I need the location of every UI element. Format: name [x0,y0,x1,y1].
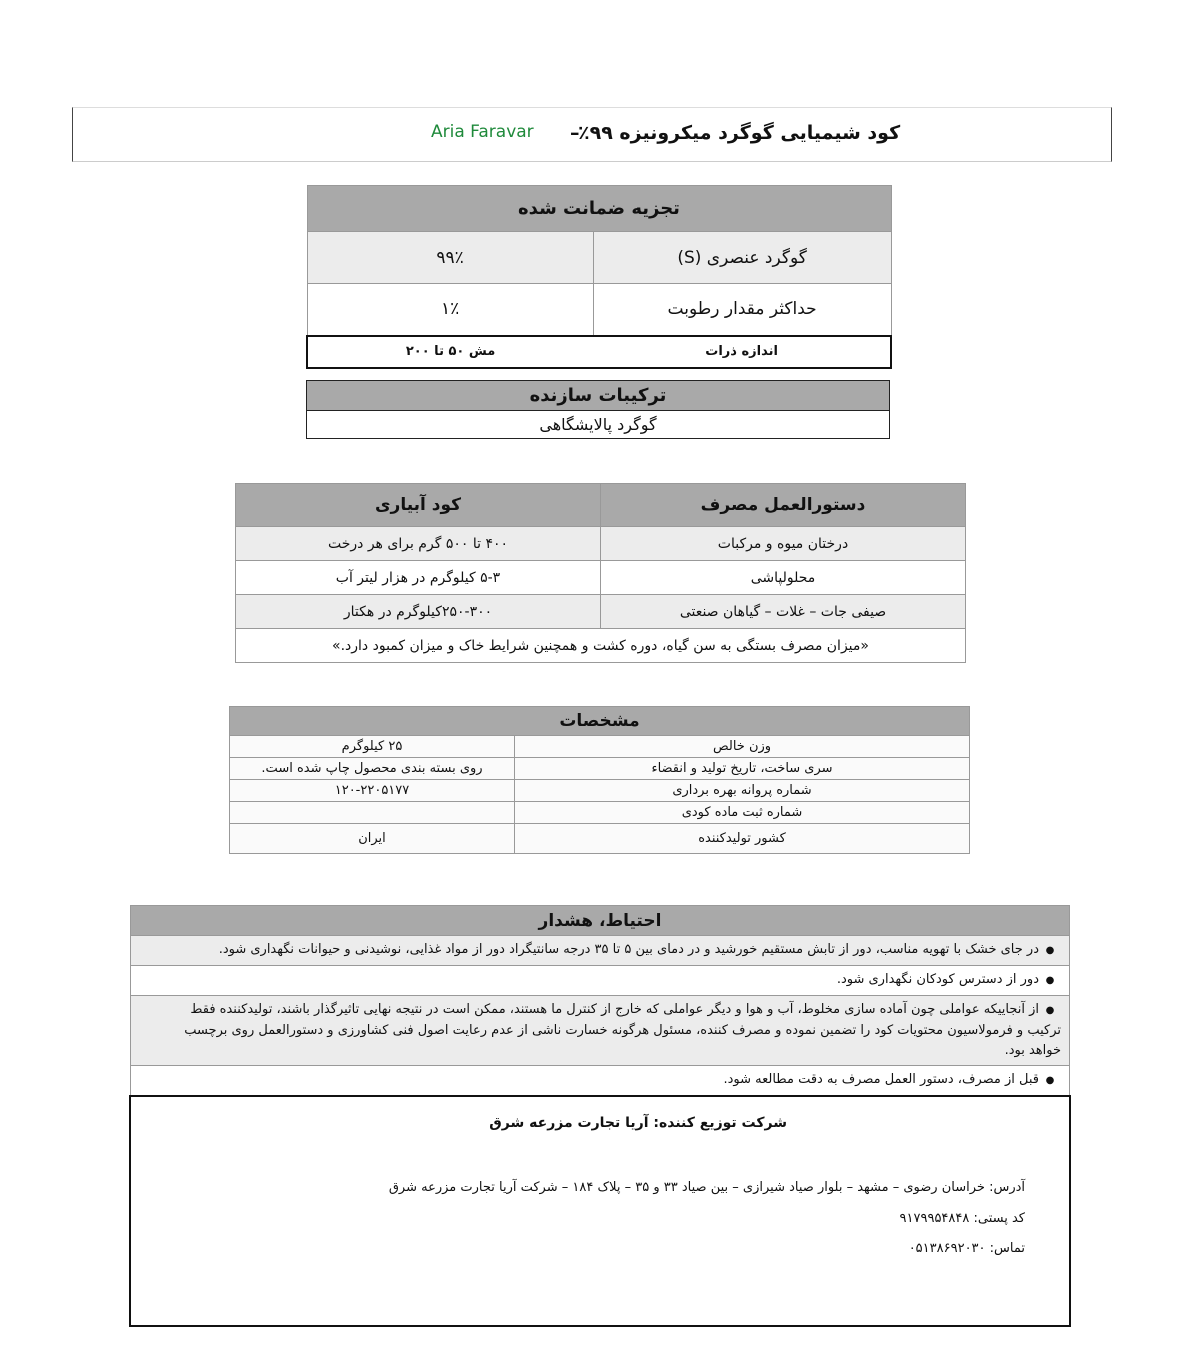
spec-label: شماره پروانه بهره برداری [515,780,970,802]
list-item [131,996,1070,1066]
usage-method: صیفی جات – غلات – گیاهان صنعتی [601,595,966,629]
table-row [307,232,891,284]
table-row [307,284,891,336]
spec-value: ۱۲۰-۲۲۰۵۱۷۷ [230,780,515,802]
spec-label: شماره ثبت ماده کودی [515,802,970,824]
caution-text: در جای خشک با تهویه مناسب، دور از تابش مستقیم خورشید و در دمای بین ۵ تا ۳۵ درجه سانتیگراد دور از مواد غذایی، نوشیدنی و حیوانات نگهداری شود. [218,942,1039,957]
bullet-icon: ● [1045,945,1055,956]
caution-text: قبل از مصرف، دستور العمل مصرف به دقت مطالعه شود. [723,1072,1039,1087]
table-row [230,758,970,780]
analysis-value: مش ۵۰ تا ۲۰۰ [307,336,593,368]
distributor-box [129,1095,1071,1327]
brand-name: Aria Faravar [431,122,534,142]
distributor-postal-code: کد پستی: ۹۱۷۹۹۵۴۸۴۸ [899,1211,1025,1226]
analysis-label: حداکثر مقدار رطوبت [593,284,891,336]
bullet-icon: ● [1045,1005,1055,1016]
table-row [230,780,970,802]
spec-value [230,802,515,824]
spec-value: ۲۵ کیلوگرم [230,736,515,758]
usage-method: درختان میوه و مرکبات [601,527,966,561]
guaranteed-analysis-table [306,185,892,369]
analysis-value: ۹۹٪ [307,232,593,284]
table-row [236,527,966,561]
distributor-title: شرکت توزیع کننده: آریا تجارت مزرعه شرق [489,1115,787,1131]
caution-text: از آنجاییکه عواملی چون آماده سازی مخلوط، آب و هوا و دیگر عواملی که خارج از کنترل ما هستند، ممکن است در نتیجه نهایی تاثیرگذار باشند، تولیدکننده فقط ترکیب و فرمولاسیون محتویات کود را تضمین نموده و مصرف کننده، مسئول هرگونه خسارت ناشی از عدم رعایت اصول فنی کشاورزی و دستورالعمل روی برچسب خواهد بود. [184,1002,1061,1058]
spec-value: ایران [230,824,515,854]
title-dash: – [570,122,580,144]
usage-note: «میزان مصرف بستگی به سن گیاه، دوره کشت و همچنین شرایط خاک و میزان کمبود دارد.» [236,629,966,663]
product-title: کود شیمیایی گوگرد میکرونیزه ۹۹٪ [578,122,901,144]
bullet-icon: ● [1045,975,1055,986]
usage-amount: ۵-۳ کیلوگرم در هزار لیتر آب [236,561,601,595]
specs-title: مشخصات [230,707,970,736]
caution-title: احتیاط، هشدار [131,906,1070,936]
bullet-icon: ● [1045,1075,1055,1086]
distributor-phone: تماس: ۰۵۱۳۸۶۹۲۰۳۰ [908,1241,1025,1256]
composition-value: گوگرد پالایشگاهی [307,411,890,439]
distributor-address: آدرس: خراسان رضوی – مشهد – بلوار صیاد شیرازی – بین صیاد ۳۳ و ۳۵ – پلاک ۱۸۴ – شرکت آریا تجارت مزرعه شرق [388,1180,1025,1195]
usage-method: محلولپاشی [601,561,966,595]
usage-amount: ۲۵۰-۳۰۰کیلوگرم در هکتار [236,595,601,629]
list-item [131,936,1070,966]
usage-method-header: دستورالعمل مصرف [601,484,966,527]
analysis-value: ۱٪ [307,284,593,336]
composition-title: ترکیبات سازنده [307,381,890,411]
list-item [131,966,1070,996]
spec-label: سری ساخت، تاریخ تولید و انقضاء [515,758,970,780]
caution-text: دور از دسترس کودکان نگهداری شود. [836,972,1039,987]
analysis-label: اندازه ذرات [593,336,891,368]
table-row [230,736,970,758]
caution-table [130,905,1070,1096]
spec-label: وزن خالص [515,736,970,758]
analysis-label: گوگرد عنصری (S) [593,232,891,284]
spec-label: کشور تولیدکننده [515,824,970,854]
table-row [307,336,891,368]
table-row [230,824,970,854]
table-row [236,561,966,595]
table-row [230,802,970,824]
usage-table [235,483,966,663]
document-header [72,107,1112,162]
list-item [131,1066,1070,1096]
spec-value: روی بسته بندی محصول چاپ شده است. [230,758,515,780]
composition-table [306,380,890,439]
specs-table [229,706,970,854]
usage-irrigation-header: کود آبیاری [236,484,601,527]
guaranteed-analysis-title: تجزیه ضمانت شده [307,186,891,232]
usage-amount: ۴۰۰ تا ۵۰۰ گرم برای هر درخت [236,527,601,561]
table-row [236,595,966,629]
